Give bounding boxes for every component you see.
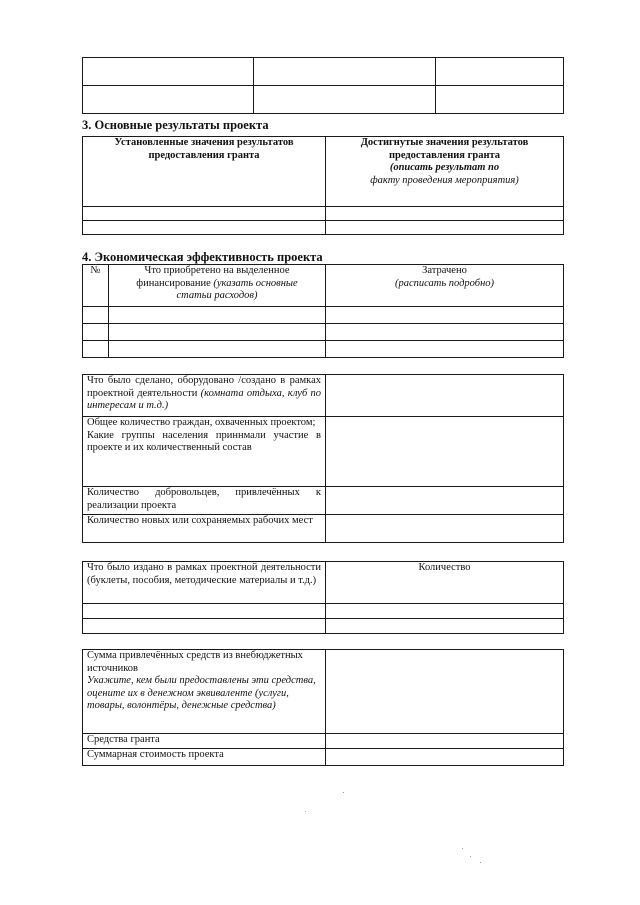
- economic-col-bought-line1: Что приобретено на выделенное: [144, 265, 290, 276]
- table-cell: [83, 207, 326, 221]
- activity-row-created: [83, 375, 326, 417]
- activity-row-citizens-line2: Какие группы населения приннмали участие в проекте и их количественный состав: [87, 429, 321, 453]
- table-cell: [83, 58, 254, 86]
- activity-row-citizens: [83, 417, 326, 487]
- table-cell: [83, 324, 109, 341]
- table-cell: [109, 307, 326, 324]
- table-cell: [109, 324, 326, 341]
- table-cell: [326, 341, 564, 358]
- table-cell: [326, 375, 564, 417]
- table-cell: [436, 58, 564, 86]
- activity-row-created-note: (комната отдыха, клуб по интересам и т.д.): [87, 387, 322, 411]
- publications-col-issued: Что было издано в рамках проектной деятельности (буклеты, пособия, методические материалы и т.д.): [83, 562, 326, 604]
- table-cell: [254, 86, 436, 114]
- funding-row-raised-note: Укажите, кем были предоставлены эти средства, оцените их в денежном эквиваленте (услуги, товары, волонтёры, денежные средства): [87, 675, 316, 711]
- table-cell: [326, 207, 564, 221]
- funding-row-raised-text: Сумма привлечённых средств из внебюджетных источников: [87, 650, 303, 674]
- table-cell: [83, 221, 326, 235]
- section-4-title: 4. Экономическая эффективность проекта: [82, 250, 323, 264]
- economic-col-spent-line2: (расписать подробно): [394, 277, 495, 289]
- table-cell: [326, 487, 564, 515]
- publications-col-quantity: Количество: [326, 562, 564, 604]
- funding-row-grant: Средства гранта: [83, 734, 326, 749]
- table-cell: [326, 324, 564, 341]
- table-cell: [436, 86, 564, 114]
- scan-speck: [343, 792, 344, 793]
- results-col-achieved-line4: факту проведения мероприятия): [370, 174, 519, 186]
- scan-speck: [462, 848, 463, 849]
- table-cell: [326, 734, 564, 749]
- table-cell: [326, 221, 564, 235]
- top-continuation-table: [82, 57, 564, 114]
- economic-col-bought-line3: статьи расходов): [176, 290, 258, 301]
- results-col-established-label: Установленные значения результатов предоставления гранта: [114, 137, 294, 161]
- results-col-achieved: [326, 137, 564, 207]
- table-cell: [326, 650, 564, 734]
- table-cell: [254, 58, 436, 86]
- economic-col-bought-word: финансирование: [136, 277, 211, 289]
- table-cell: [83, 341, 109, 358]
- table-cell: [326, 619, 564, 634]
- scan-speck: [470, 856, 471, 857]
- scan-speck: [305, 811, 306, 812]
- results-table: [82, 136, 564, 235]
- activity-row-volunteers: Количество добровольцев, привлечённых к реализации проекта: [83, 487, 326, 515]
- funding-table: [82, 649, 564, 766]
- activity-table: [82, 374, 564, 543]
- economic-col-number: №: [83, 265, 109, 307]
- table-cell: [326, 417, 564, 487]
- section-3-title: 3. Основные результаты проекта: [82, 118, 269, 132]
- funding-row-raised: [83, 650, 326, 734]
- economic-col-spent: [326, 265, 564, 307]
- table-cell: [83, 619, 326, 634]
- economic-col-bought-line2: [113, 278, 321, 291]
- economic-col-spent-line1: Затрачено: [422, 265, 467, 276]
- funding-row-total: Суммарная стоимость проекта: [83, 749, 326, 766]
- activity-row-citizens-line1: Общее количество граждан, охваченных проектом;: [87, 417, 316, 428]
- table-cell: [326, 307, 564, 324]
- activity-row-jobs: Количество новых или сохраняемых рабочих мест: [83, 515, 326, 543]
- economic-col-bought-note: (указать основные: [213, 277, 298, 289]
- table-cell: [83, 604, 326, 619]
- table-cell: [109, 341, 326, 358]
- table-cell: [326, 515, 564, 543]
- table-cell: [326, 749, 564, 766]
- results-col-achieved-line3: (описать результат по: [389, 162, 500, 173]
- results-col-established: [83, 137, 326, 207]
- table-cell: [326, 604, 564, 619]
- results-col-achieved-line1: Достигнутые значения результатов: [360, 137, 529, 148]
- economic-col-bought: [109, 265, 326, 307]
- table-cell: [83, 307, 109, 324]
- publications-table: [82, 561, 564, 634]
- economic-table: [82, 264, 564, 358]
- scan-speck: [480, 862, 481, 863]
- activity-row-created-text: Что было сделано, оборудовано /создано в рамках проектной деятельности: [87, 375, 321, 399]
- results-col-achieved-line2: предоставления гранта: [388, 149, 501, 161]
- table-cell: [83, 86, 254, 114]
